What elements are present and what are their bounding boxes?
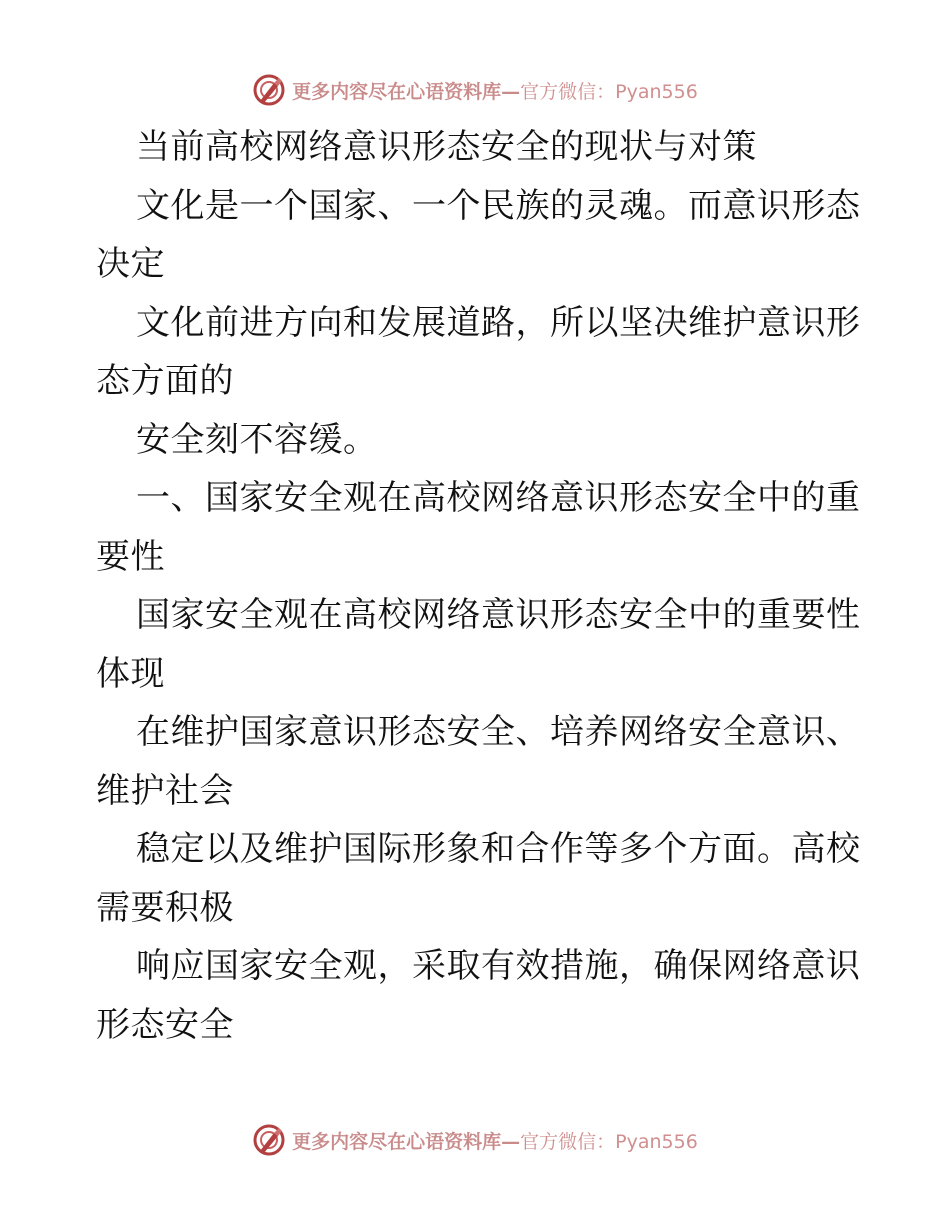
banner-wechat-text: 官方微信：Pyan556 <box>520 80 698 103</box>
banner-prefix-text: 更多内容尽在心语资料库— <box>292 1130 521 1153</box>
pen-logo-icon <box>252 1123 286 1157</box>
paragraph-line: 稳定以及维护国际形象和合作等多个方面。高校 <box>136 829 861 869</box>
paragraph-line: 维护社会 <box>96 770 234 811</box>
paragraph-line: 形态安全 <box>96 1004 234 1045</box>
document-title: 当前高校网络意识形态安全的现状与对策 <box>136 127 757 167</box>
paragraph-line: 响应国家安全观，采取有效措施，确保网络意识 <box>136 946 861 986</box>
section-heading-line: 要性 <box>96 536 165 577</box>
paragraph-line: 国家安全观在高校网络意识形态安全中的重要性 <box>136 595 861 635</box>
banner-wechat-text: 官方微信：Pyan556 <box>520 1130 698 1153</box>
paragraph-line: 文化是一个国家、一个民族的灵魂。而意识形态 <box>136 185 861 226</box>
paragraph-line: 文化前进方向和发展道路，所以坚决维护意识形 <box>136 302 861 343</box>
pen-logo-icon <box>252 73 286 107</box>
paragraph-line: 决定 <box>96 244 165 284</box>
footer-watermark-banner <box>0 1120 950 1160</box>
section-heading-line: 一、国家安全观在高校网络意识形态安全中的重 <box>136 478 861 518</box>
header-watermark-banner <box>0 70 950 110</box>
paragraph-line: 体现 <box>96 653 165 694</box>
document-body <box>96 118 861 1054</box>
paragraph-line: 需要积极 <box>96 887 234 928</box>
banner-prefix-text: 更多内容尽在心语资料库— <box>292 80 521 103</box>
paragraph-line: 在维护国家意识形态安全、培养网络安全意识、 <box>136 712 861 752</box>
paragraph-line: 态方面的 <box>96 361 234 401</box>
paragraph-line: 安全刻不容缓。 <box>136 419 378 460</box>
